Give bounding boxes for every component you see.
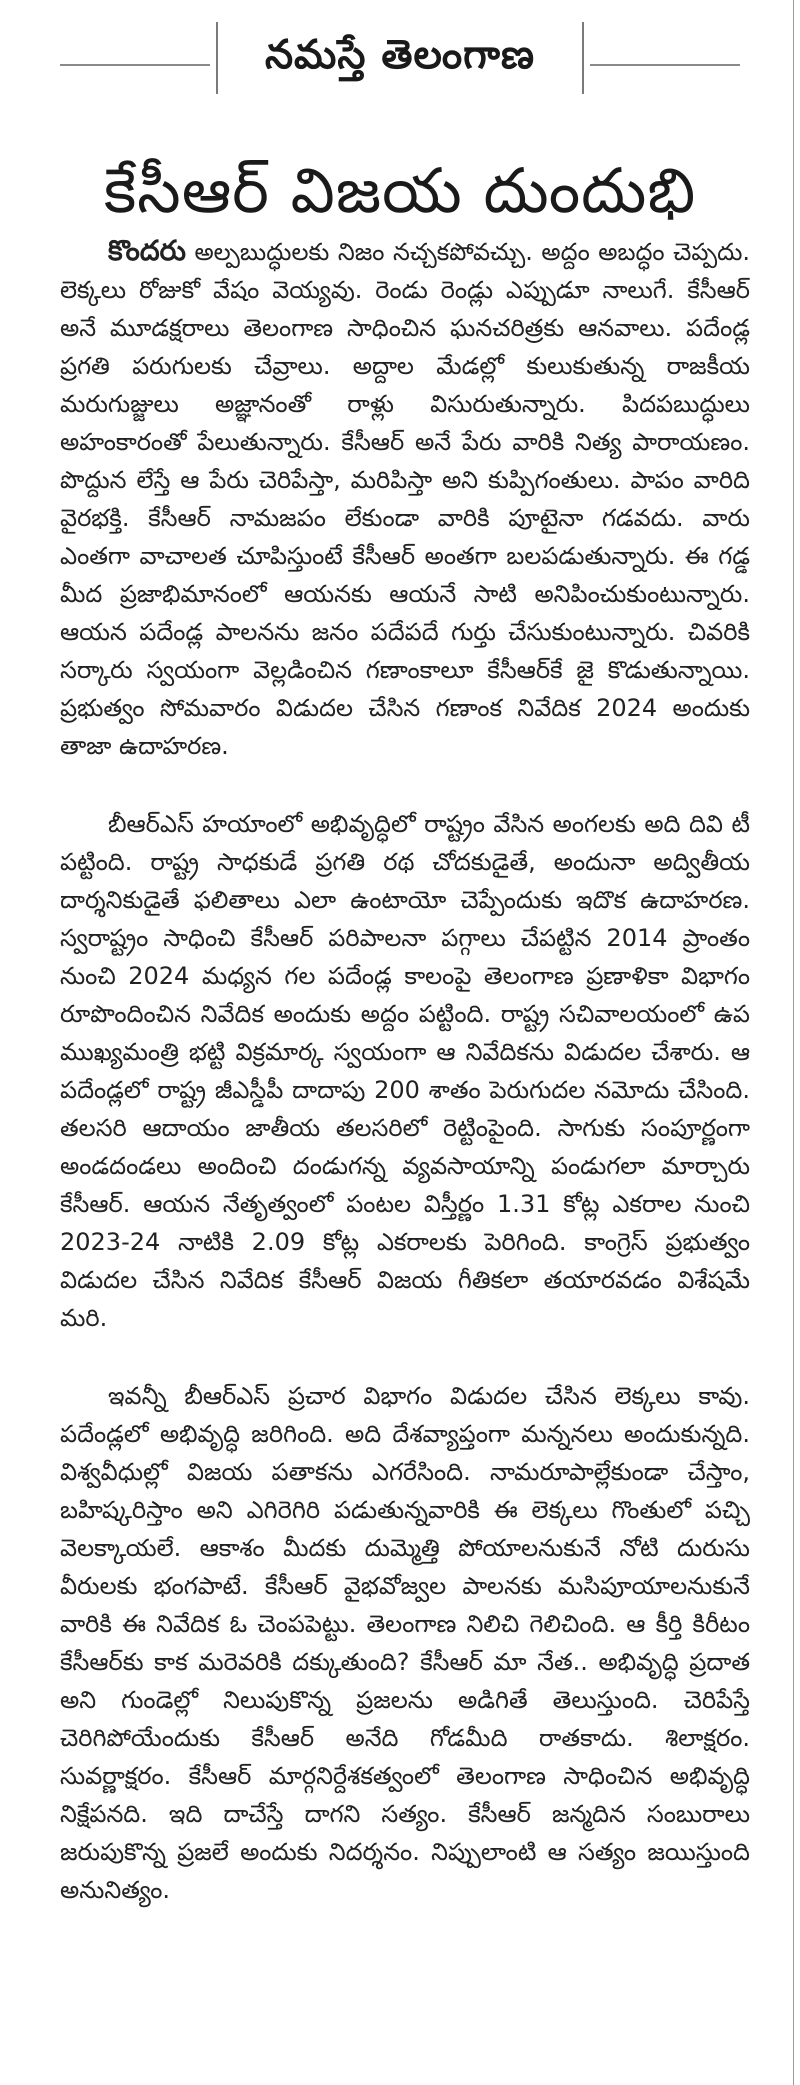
masthead: [60, 12, 740, 92]
column-divider: [793, 0, 794, 2085]
paragraph-1: [60, 232, 750, 765]
article-headline: కేసీఆర్ విజయ దుందుభి: [103, 153, 697, 227]
article-body: [60, 232, 750, 1949]
paragraph-1-text: అల్పబుద్ధులకు నిజం నచ్చకపోవచ్చు. అద్దం అబద్ధం చెప్పదు. లెక్కలు రోజుకో వేషం వెయ్యవు. రెండు రెండ్లు ఎప్పుడూ నాలుగే. కేసీఆర్ అనే మూడక్షరాలు తెలంగాణ సాధించిన ఘనచరిత్రకు ఆనవాలు. పదేండ్ల ప్రగతి పరుగులకు చేవ్రాలు. అద్దాల మేడల్లో కులుకుతున్న రాజకీయ మరుగుజ్జులు అజ్ఞానంతో రాళ్లు విసురుతున్నారు. పిదపబుద్ధులు అహంకారంతో పేలుతున్నారు. కేసీఆర్ అనే పేరు వారికి నిత్య పారాయణం. పొద్దున లేస్తే ఆ పేరు చెరిపేస్తా, మరిపిస్తా అని కుప్పిగంతులు. పాపం వారిది వైరభక్తి. కేసీఆర్ నామజపం లేకుండా వారికి పూటైనా గడవదు. వారు ఎంతగా వాచాలత చూపిస్తుంటే కేసీఆర్ అంతగా బలపడుతున్నారు. ఈ గడ్డ మీద ప్రజాభిమానంలో ఆయనకు ఆయనే సాటి అనిపించుకుంటున్నారు. ఆయన పదేండ్ల పాలనను జనం పదేపదే గుర్తు చేసుకుంటున్నారు. చివరికి సర్కారు స్వయంగా వెల్లడించిన గణాంకాలూ కేసీఆర్‌కే జై కొడుతున్నాయి. ప్రభుత్వం సోమవారం విడుదల చేసిన గణాంక నివేదిక 2024 అందుకు తాజా ఉదాహరణ.: [60, 238, 750, 760]
masthead-rule-left: [60, 64, 210, 66]
lead-word: కొందరు: [108, 234, 186, 267]
paragraph-2: బీఆర్ఎస్ హయాంలో అభివృద్ధిలో రాష్ట్రం వేసిన అంగలకు అది దివి టీ పట్టింది. రాష్ట్ర సాధకుడే ప్రగతి రథ చోదకుడైతే, అందునా అద్వితీయ దార్శనికుడైతే ఫలితాలు ఎలా ఉంటాయో చెప్పేందుకు ఇదొక ఉదాహరణ. స్వరాష్ట్రం సాధించి కేసీఆర్ పరిపాలనా పగ్గాలు చేపట్టిన 2014 ప్రాంతం నుంచి 2024 మధ్యన గల పదేండ్ల కాలంపై తెలంగాణ ప్రణాళికా విభాగం రూపొందించిన నివేదిక అందుకు అద్దం పట్టింది. రాష్ట్ర సచివాలయంలో ఉప ముఖ్యమంత్రి భట్టి విక్రమార్క స్వయంగా ఆ నివేదికను విడుదల చేశారు. ఆ పదేండ్లలో రాష్ట్ర జీఎస్డీపీ దాదాపు 200 శాతం పెరుగుదల నమోదు చేసింది. తలసరి ఆదాయం జాతీయ తలసరిలో రెట్టింపైంది. సాగుకు సంపూర్ణంగా అండదండలు అందించి దండుగన్న వ్యవసాయాన్ని పండుగలా మార్చారు కేసీఆర్. ఆయన నేతృత్వంలో పంటల విస్తీర్ణం 1.31 కోట్ల ఎకరాల నుంచి 2023-24 నాటికి 2.09 కోట్ల ఎకరాలకు పెరిగింది. కాంగ్రెస్ ప్రభుత్వం విడుదల చేసిన నివేదిక కేసీఆర్ విజయ గీతికలా తయారవడం విశేషమే మరి.: [60, 810, 750, 1332]
masthead-bar-left: [216, 22, 218, 94]
masthead-rule-right: [590, 64, 740, 66]
publication-name: నమస్తే తెలంగాణ: [264, 32, 536, 78]
paragraph-3: ఇవన్నీ బీఆర్ఎస్ ప్రచార విభాగం విడుదల చేసిన లెక్కలు కావు. పదేండ్లలో అభివృద్ధి జరిగింది. అది దేశవ్యాప్తంగా మన్ననలు అందుకున్నది. విశ్వవీధుల్లో విజయ పతాకను ఎగరేసింది. నామరూపాల్లేకుండా చేస్తాం, బహిష్కరిస్తాం అని ఎగిరెగిరి పడుతున్నవారికి ఈ లెక్కలు గొంతులో పచ్చి వెలక్కాయలే. ఆకాశం మీదకు దుమ్మెత్తి పోయాలనుకునే నోటి దురుసు వీరులకు భంగపాటే. కేసీఆర్ వైభవోజ్వల పాలనకు మసిపూయాలనుకునే వారికి ఈ నివేదిక ఓ చెంపపెట్టు. తెలంగాణ నిలిచి గెలిచింది. ఆ కీర్తి కిరీటం కేసీఆర్‌కు కాక మరెవరికి దక్కుతుంది? కేసీఆర్ మా నేత.. అభివృద్ధి ప్రదాత అని గుండెల్లో నిలుపుకొన్న ప్రజలను అడిగితే తెలుస్తుంది. చెరిపేస్తే చెరిగిపోయేందుకు కేసీఆర్ అనేది గోడమీది రాతకాదు. శిలాక్షరం. సువర్ణాక్షరం. కేసీఆర్ మార్గనిర్దేశకత్వంలో తెలంగాణ సాధించిన అభివృద్ధి నిక్షేపనది. ఇది దాచేస్తే దాగని సత్యం. కేసీఆర్ జన్మదిన సంబురాలు జరుపుకొన్న ప్రజలే అందుకు నిదర్శనం. నిప్పులాంటి ఆ సత్యం జయిస్తుంది అనునిత్యం.: [60, 1382, 750, 1904]
masthead-bar-right: [582, 22, 584, 94]
